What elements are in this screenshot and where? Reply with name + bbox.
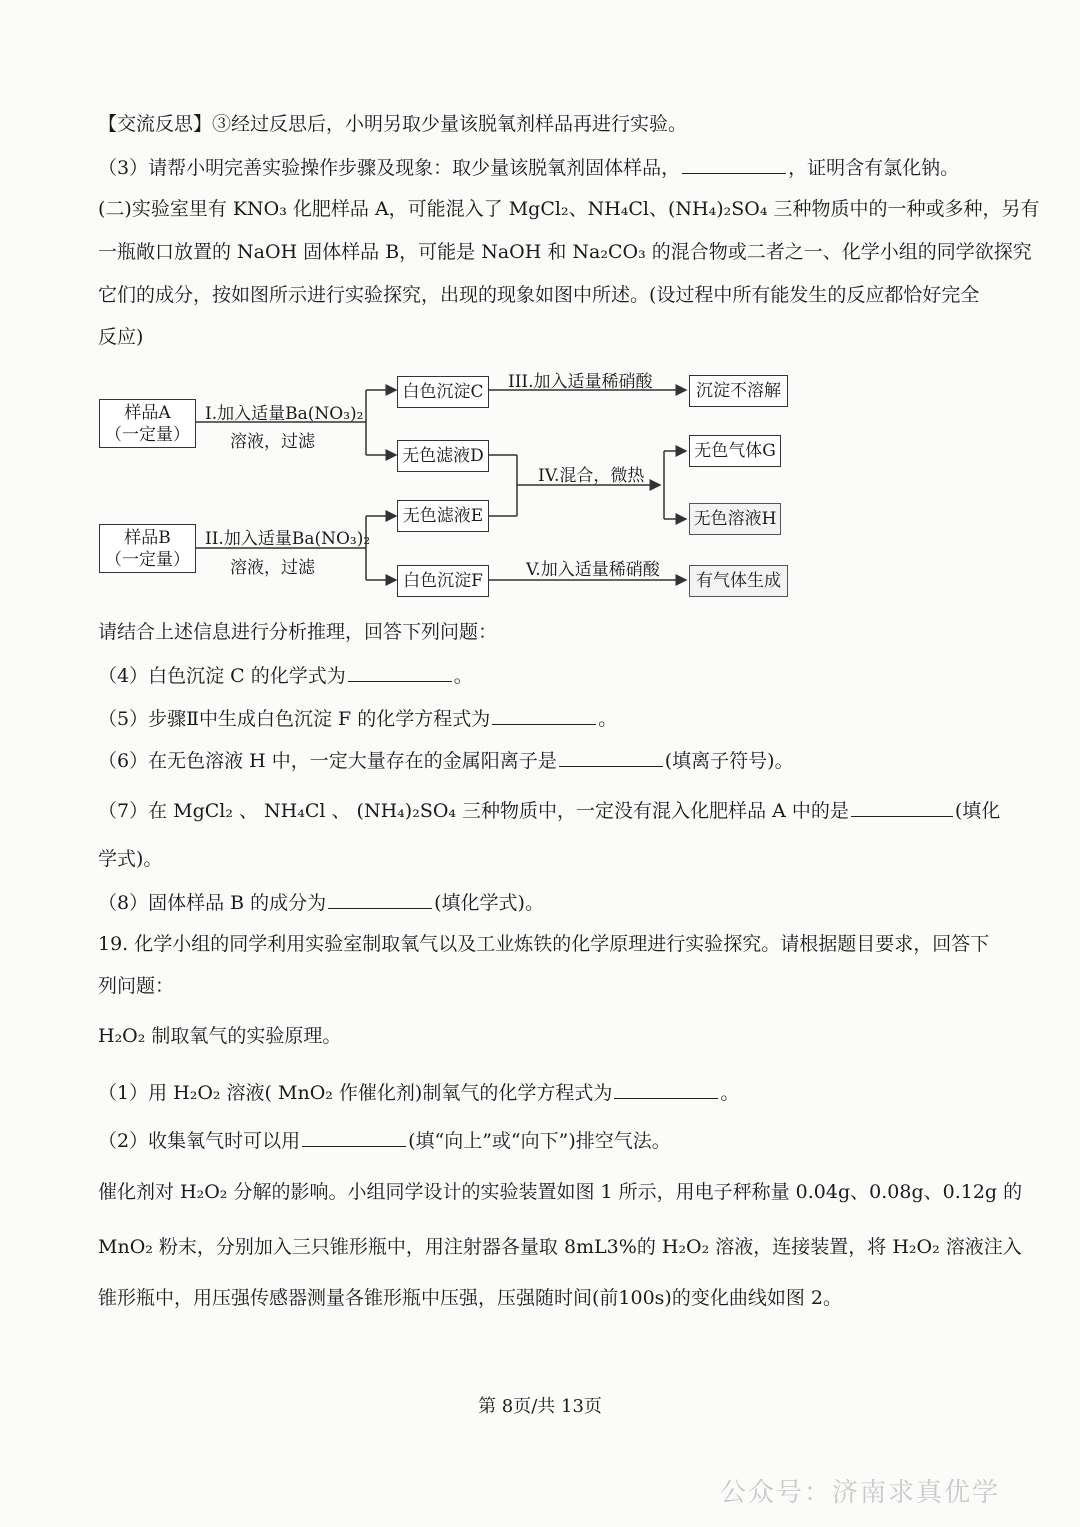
question-4: [98, 661, 998, 690]
question-text: (填化: [954, 800, 1001, 822]
step-3-label: III.加入适量稀硝酸: [508, 372, 653, 392]
step-5-label: V.加入适量稀硝酸: [526, 560, 660, 580]
answer-blank[interactable]: [348, 661, 452, 682]
question-5: [98, 704, 998, 733]
question-text: （2）收集氧气时可以用: [98, 1130, 301, 1152]
answer-blank[interactable]: [559, 746, 663, 767]
text-line: 催化剂对 H₂O₂ 分解的影响。小组同学设计的实验装置如图 1 所示，用电子秤称量 0.04g、0.08g、0.12g 的: [98, 1181, 1023, 1203]
question-text: (填“向上”或“向下”)排空气法。: [408, 1130, 671, 1152]
text-line: 请结合上述信息进行分析推理，回答下列问题：: [98, 621, 498, 643]
answer-blank[interactable]: [328, 888, 432, 909]
text-line: 一瓶敞口放置的 NaOH 固体样品 B，可能是 NaOH 和 Na₂CO₃ 的混合物或二者之一、化学小组的同学欲探究: [98, 241, 1032, 263]
answer-blank[interactable]: [851, 796, 953, 817]
text-line: H₂O₂ 制取氧气的实验原理。: [98, 1025, 342, 1047]
answer-blank[interactable]: [614, 1078, 718, 1099]
step-2-label-2: 溶液，过滤: [230, 558, 315, 578]
question-text: （1）用 H₂O₂ 溶液( MnO₂ 作催化剂)制氧气的化学方程式为: [98, 1082, 613, 1104]
answer-blank[interactable]: [302, 1126, 406, 1147]
question-2: [98, 1126, 998, 1155]
question-8: [98, 888, 998, 917]
result-box-f: 有气体生成: [689, 565, 788, 597]
question-text: 。: [720, 1082, 740, 1104]
precipitate-f-box: 白色沉淀F: [397, 565, 489, 597]
filtrate-e-box: 无色滤液E: [397, 500, 489, 532]
step-1-label: I.加入适量Ba(NO₃)₂: [205, 404, 364, 424]
gas-g-box: 无色气体G: [689, 435, 781, 467]
question-text: （4）白色沉淀 C 的化学式为: [98, 665, 346, 687]
step-1-label-2: 溶液，过滤: [230, 432, 315, 452]
text-line: 【交流反思】③经过反思后，小明另取少量该脱氧剂样品再进行实验。: [98, 113, 688, 135]
sample-a-box: [99, 399, 196, 448]
question-text: （6）在无色溶液 H 中，一定大量存在的金属阳离子是: [98, 750, 557, 772]
text-line: 它们的成分，按如图所示进行实验探究，出现的现象如图中所述。(设过程中所有能发生的反应都恰好完全: [98, 284, 980, 306]
step-4-label: IV.混合，微热: [538, 466, 645, 486]
precipitate-c-box: 白色沉淀C: [397, 376, 489, 408]
text-line: 19. 化学小组的同学利用实验室制取氧气以及工业炼铁的化学原理进行实验探究。请根据题目要求，回答下: [98, 933, 990, 955]
answer-blank[interactable]: [492, 704, 596, 725]
question-text: 。: [598, 708, 618, 730]
sample-b-amount: （一定量）: [105, 550, 190, 570]
question-text: （7）在 MgCl₂ 、 NH₄Cl 、 (NH₄)₂SO₄ 三种物质中，一定没有混入化肥样品 A 中的是: [98, 800, 849, 822]
text-line: MnO₂ 粉末，分别加入三只锥形瓶中，用注射器各量取 8mL3%的 H₂O₂ 溶液，连接装置，将 H₂O₂ 溶液注入: [98, 1236, 1022, 1258]
step-2-label: II.加入适量Ba(NO₃)₂: [205, 529, 371, 549]
result-box-c: 沉淀不溶解: [689, 375, 788, 407]
sample-a-amount: （一定量）: [105, 425, 190, 445]
question-text: ，证明含有氯化钠。: [788, 157, 960, 179]
question-text: (填离子符号)。: [664, 750, 794, 772]
solution-h-box: 无色溶液H: [689, 503, 781, 535]
text-line: 学式)。: [98, 848, 163, 870]
question-1: [98, 1078, 998, 1107]
text-line: (二)实验室里有 KNO₃ 化肥样品 A，可能混入了 MgCl₂、NH₄Cl、(NH₄)₂SO₄ 三种物质中的一种或多种，另有: [98, 198, 1040, 220]
text-line: 锥形瓶中，用压强传感器测量各锥形瓶中压强，压强随时间(前100s)的变化曲线如图 2。: [98, 1287, 842, 1309]
question-text: （8）固体样品 B 的成分为: [98, 892, 327, 914]
text-line: 列问题：: [98, 975, 175, 997]
question-text: （3）请帮小明完善实验操作步骤及现象：取少量该脱氧剂固体样品，: [98, 157, 681, 179]
question-text: 。: [453, 665, 473, 687]
watermark: 公众号：济南求真优学: [719, 1478, 1000, 1508]
flow-diagram: [0, 360, 1080, 610]
question-3: [98, 153, 998, 182]
answer-blank[interactable]: [682, 153, 786, 174]
sample-b-label: 样品B: [124, 528, 171, 548]
question-7: [98, 796, 1001, 825]
question-text: (填化学式)。: [434, 892, 544, 914]
question-6: [98, 746, 998, 775]
page-number: 第 8页/共 13页: [478, 1396, 602, 1417]
sample-b-box: [99, 524, 196, 573]
question-text: （5）步骤Ⅱ中生成白色沉淀 F 的化学方程式为: [98, 708, 491, 730]
filtrate-d-box: 无色滤液D: [397, 440, 489, 472]
text-line: 反应): [98, 326, 144, 348]
sample-a-label: 样品A: [124, 403, 171, 423]
